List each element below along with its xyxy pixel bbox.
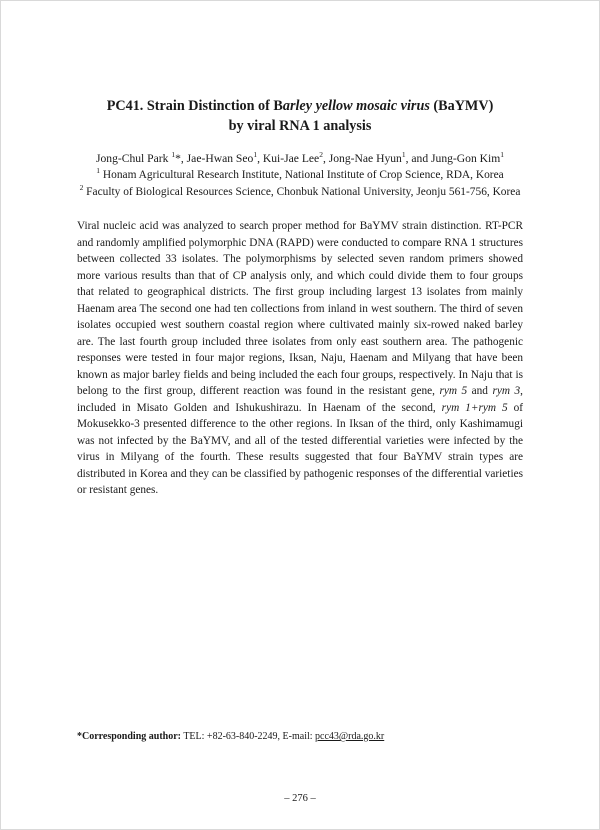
title-line-1-prefix: PC41. Strain Distinction of B xyxy=(106,98,283,114)
abstract-body: Viral nucleic acid was analyzed to search proper method for BaYMV strain distinction. RT-PCR and randomly amplified polymorphic DNA (RAPD) were conducted to compare RNA 1 structures between collected 33 isolates. The polymorphisms by selected seven random primers showed more various results than that of CP analysis only, and which could divide them to four groups that related to geographical districts. The first group including largest 13 isolates from mainly Haenam area The second one had ten collections from inland in west southern. The third of seven isolates occupied west southern coastal region where cultivated mainly six-rowed naked barley are. The last fourth group included three isolates from only east southern area. The pathogenic responses were tested in four major regions, Iksan, Naju, Haenam and Milyang that have been known as major barley fields and being included the each four groups, respectively. In Naju that is belong to the first group, different reaction was found in the resistant gene, rym 5 and rym 3, included in Misato Golden and Ishukushirazu. In Haenam of the second, rym 1+rym 5 of Mokusekko-3 presented difference to the other regions. In Iksan of the third, only Kashimamugi was not infected by the BaYMV, and all of the tested differential varieties were infected by the virus in Milyang of the fourth. These results suggested that four BaYMV strain types are distributed in Korea and they can be classified by pathogenic responses of the differential varieties or resistant genes. xyxy=(77,220,523,496)
author: Jung-Gon Kim$^1$ xyxy=(431,150,505,165)
email-link[interactable]: pcc43@rda.go.kr xyxy=(315,731,385,742)
gene-name: rym 5 xyxy=(439,385,468,397)
gene-name: rym 3 xyxy=(492,385,521,397)
corresponding-label: *Corresponding author: xyxy=(77,731,181,742)
author: Kui-Jae Lee$^2$, xyxy=(262,150,329,165)
page-number: – 276 – xyxy=(284,793,316,804)
gene-name: rym 1+rym 5 xyxy=(441,401,508,414)
corresponding-author xyxy=(77,730,384,744)
title-line-1 xyxy=(40,96,560,116)
author-list xyxy=(40,150,560,167)
title-line-1-italic: arley yellow mosaic virus xyxy=(282,98,430,114)
affiliation-2: $^2$ Faculty of Biological Resources Science, Chonbuk National University, Jeonju 561-756, Korea xyxy=(79,183,521,198)
author: Jae-Hwan Seo$^1$, xyxy=(186,150,263,165)
paper-title xyxy=(40,96,560,136)
author: Jong-Chul Park $^1$*, xyxy=(95,150,187,165)
author: Jong-Nae Hyun$^1$, and xyxy=(328,150,432,165)
corresponding-tel: TEL: +82-63-840-2249, E-mail: xyxy=(181,731,316,742)
title-line-1-suffix: (BaYMV) xyxy=(429,98,494,114)
affiliation-1: $^1$ Honam Agricultural Research Institute, National Institute of Crop Science, RDA, Korea xyxy=(96,166,504,181)
title-line-2: by viral RNA 1 analysis xyxy=(228,118,372,134)
